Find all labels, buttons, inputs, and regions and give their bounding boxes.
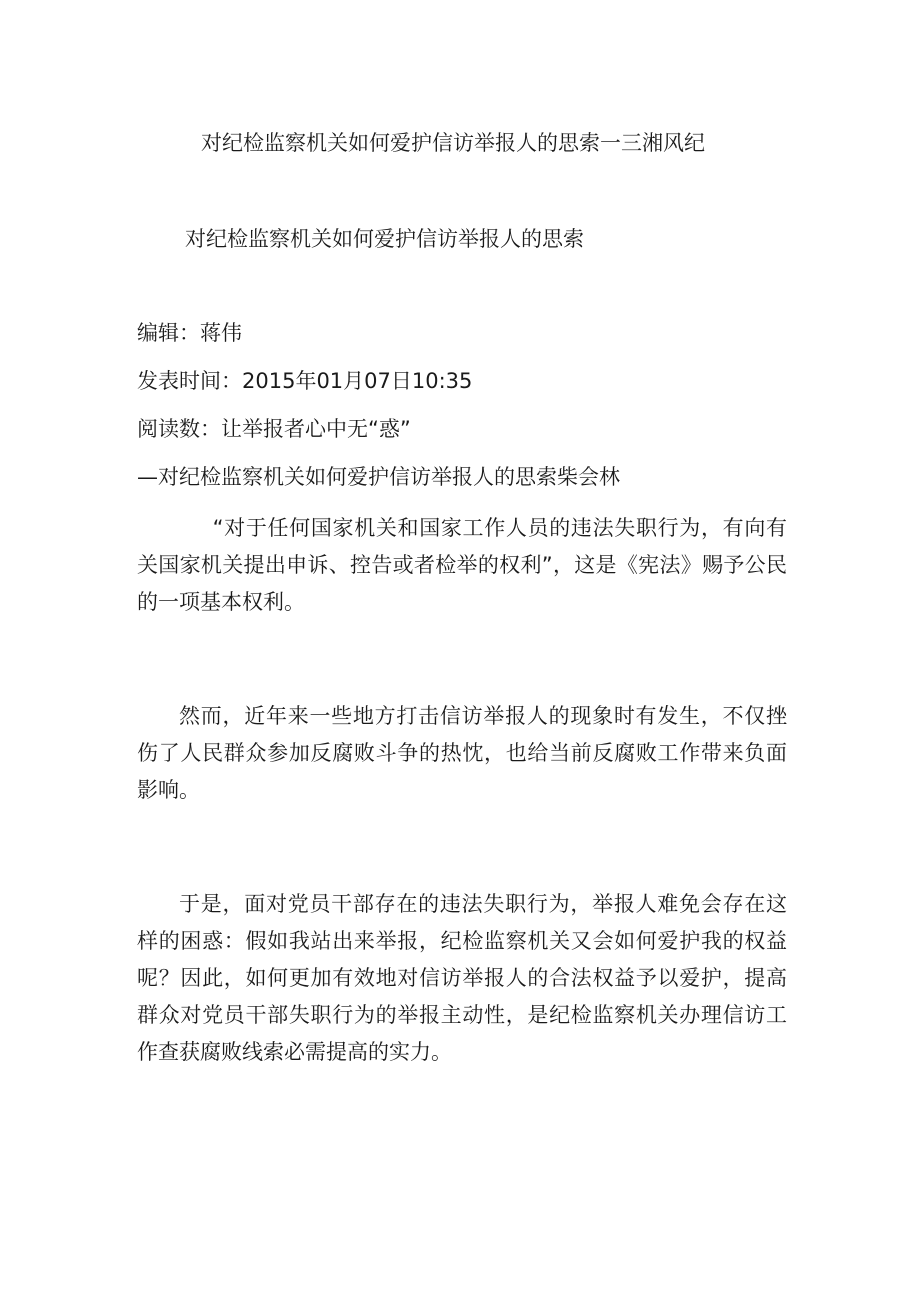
article-byline: —对纪检监察机关如何爱护信访举报人的思索柴会林 [137,465,620,489]
editor-line: 编辑：蒋伟 [137,321,242,345]
published-time-line: 发表时间：2015年01月07日10:35 [137,369,473,393]
body-paragraph: 然而，近年来一些地方打击信访举报人的现象时有发生，不仅挫伤了人民群众参加反腐败斗争的热忱，也给当前反腐败工作带来负面影响。 [137,704,787,802]
read-count-line: 阅读数：让举报者心中无“惑” [137,417,411,441]
document-title: 对纪检监察机关如何爱护信访举报人的思索一三湘风纪 [201,131,705,155]
body-paragraph: “对于任何国家机关和国家工作人员的违法失职行为，有向有关国家机关提出申诉、控告或者检举的权利”，这是《宪法》赐予公民的一项基本权利。 [137,516,787,614]
document-subtitle: 对纪检监察机关如何爱护信访举报人的思索 [185,227,584,251]
body-paragraph: 于是，面对党员干部存在的违法失职行为，举报人难免会存在这样的困惑：假如我站出来举报，纪检监察机关又会如何爱护我的权益呢？因此，如何更加有效地对信访举报人的合法权益予以爱护，提高群众对党员干部失职行为的举报主动性，是纪检监察机关办理信访工作查获腐败线索必需提高的实力。 [137,892,787,1064]
